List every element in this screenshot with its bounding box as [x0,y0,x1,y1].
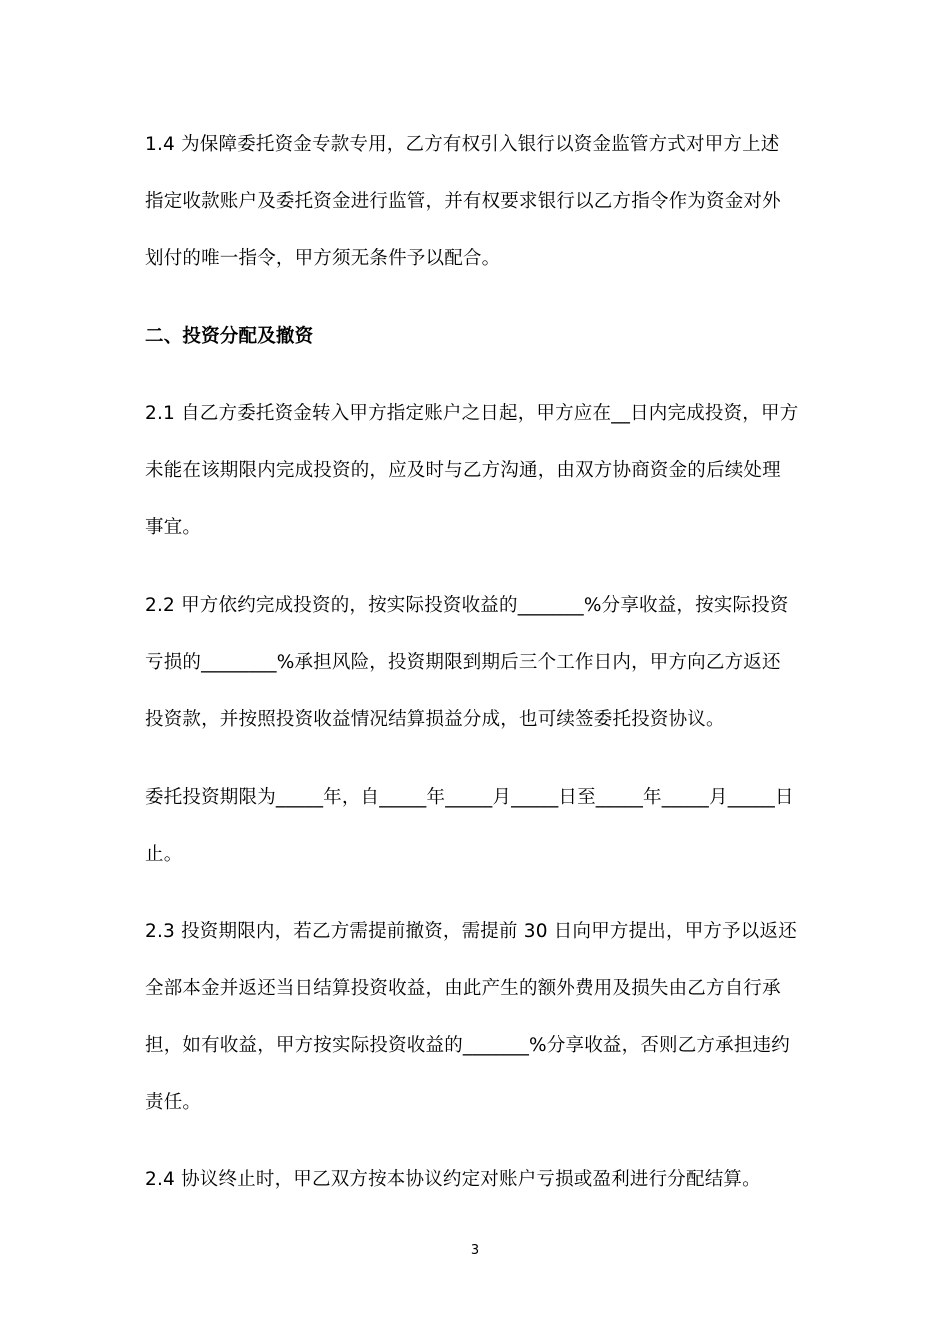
clause-1-4-line-2: 指定收款账户及委托资金进行监管，并有权要求银行以乙方指令作为资金对外 [145,191,781,212]
clause-2-2-line-1: 2.2 甲方依约完成投资的，按实际投资收益的_______%分享收益，按实际投资 [145,595,789,616]
clause-2-4-line-1: 2.4 协议终止时，甲乙双方按本协议约定对账户亏损或盈利进行分配结算。 [145,1169,761,1190]
clause-1-4-line-3: 划付的唯一指令，甲方须无条件予以配合。 [145,248,501,269]
clause-2-3-line-1: 2.3 投资期限内，若乙方需提前撤资，需提前 30 日向甲方提出，甲方予以返还 [145,921,797,942]
page-number: 3 [470,1243,480,1258]
clause-2-2-line-3: 投资款，并按照投资收益情况结算损益分成，也可续签委托投资协议。 [145,709,725,730]
section-2-heading: 二、投资分配及撤资 [145,326,314,347]
clause-2-3-line-3: 担，如有收益，甲方按实际投资收益的_______%分享收益，否则乙方承担违约 [145,1035,790,1056]
clause-2-3-line-4: 责任。 [145,1092,202,1113]
investment-term-line-1: 委托投资期限为_____年，自_____年_____月_____日至_____年_____月_____日 [145,787,794,808]
clause-2-2-line-2: 亏损的________%承担风险，投资期限到期后三个工作日内，甲方向乙方返还 [145,652,781,673]
investment-term-line-2: 止。 [145,844,183,865]
clause-1-4-line-1: 1.4 为保障委托资金专款专用，乙方有权引入银行以资金监管方式对甲方上述 [145,134,780,155]
clause-2-1-line-3: 事宜。 [145,517,202,538]
clause-2-1-line-1: 2.1 自乙方委托资金转入甲方指定账户之日起，甲方应在__日内完成投资，甲方 [145,403,799,424]
clause-2-1-line-2: 未能在该期限内完成投资的，应及时与乙方沟通，由双方协商资金的后续处理 [145,460,781,481]
clause-2-3-line-2: 全部本金并返还当日结算投资收益，由此产生的额外费用及损失由乙方自行承 [145,978,781,999]
